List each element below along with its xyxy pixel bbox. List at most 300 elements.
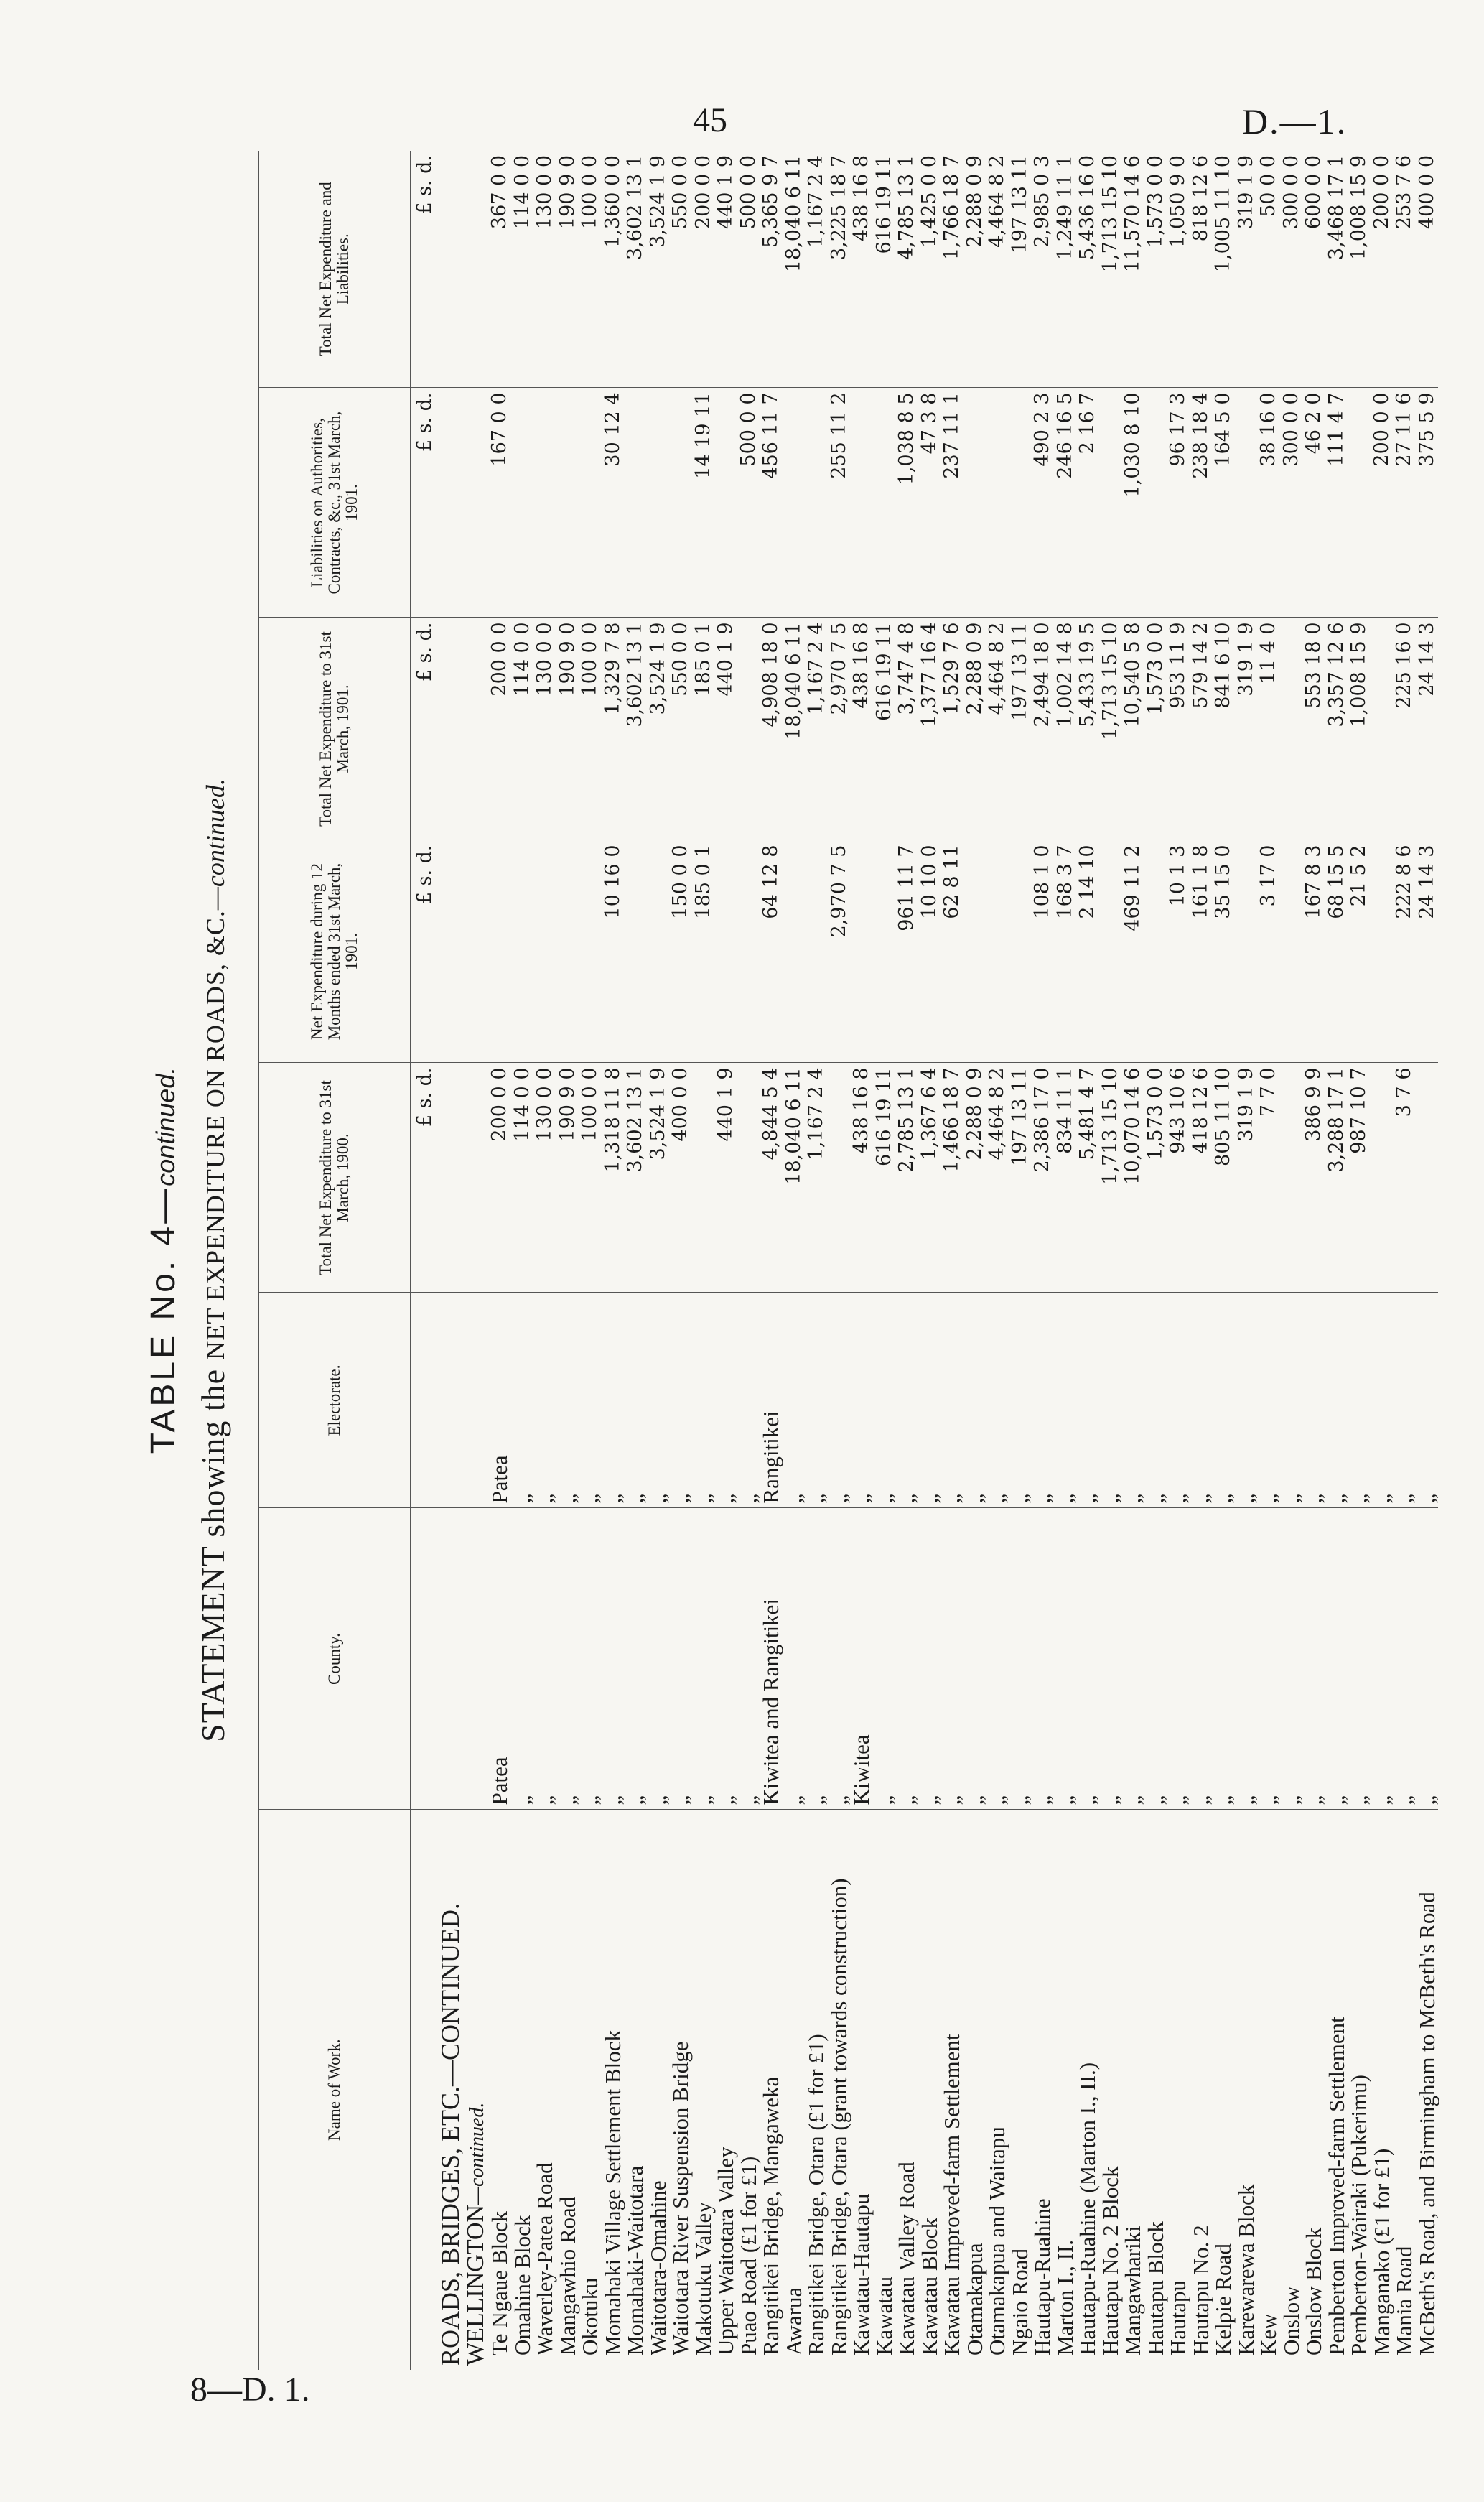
cell-name: Puao Road (£1 for £1) <box>735 2156 761 2355</box>
cell-total: 319 1 9 <box>1235 151 1258 388</box>
cell-name: Hautapu Block <box>1142 2221 1168 2355</box>
cell-total: 400 0 0 <box>1416 151 1439 388</box>
cell-name: Kawatau Valley Road <box>894 2162 919 2355</box>
cell-total: 1,425 0 0 <box>918 151 941 388</box>
cell-during <box>533 840 556 1063</box>
cell-name: Onslow <box>1278 2286 1304 2355</box>
cell-electorate: „ <box>895 1293 918 1508</box>
cell-during <box>1009 840 1032 1063</box>
cell-liabilities <box>1235 388 1258 618</box>
cell-county: „ <box>941 1508 963 1810</box>
cell-name: Momahaki-Waitotara <box>622 2165 648 2355</box>
cell-total: 438 16 8 <box>850 151 873 388</box>
section-heading-row <box>439 151 465 2370</box>
cell-electorate: „ <box>1190 1293 1213 1508</box>
units-label: £ s. d. <box>411 840 440 1063</box>
cell-to-1900: 190 9 0 <box>556 1063 579 1293</box>
cell-to-1901: 440 1 9 <box>714 618 737 840</box>
cell-name: McBeth's Road, and Birmingham to McBeth's Road <box>1414 1892 1439 2355</box>
cell-to-1901: 4,464 8 2 <box>986 618 1009 840</box>
cell-total: 1,249 11 1 <box>1054 151 1077 388</box>
cell-county: Patea <box>488 1508 511 1810</box>
cell-to-1901: 1,008 15 9 <box>1348 618 1371 840</box>
cell-total: 4,785 13 1 <box>895 151 918 388</box>
cell-name: Mangawhio Road <box>554 2196 580 2355</box>
table-row <box>1257 151 1280 2370</box>
cell-to-1900 <box>1280 1063 1303 1293</box>
cell-to-1901: 2,970 7 5 <box>828 618 851 840</box>
cell-electorate: „ <box>669 1293 692 1508</box>
cell-county: „ <box>511 1508 534 1810</box>
cell-to-1901: 3,602 13 1 <box>624 618 647 840</box>
cell-electorate: „ <box>873 1293 896 1508</box>
col-total-to-1900: Total Net Expenditure to 31st March, 1900. <box>259 1063 411 1293</box>
cell-during <box>737 840 760 1063</box>
district-heading-row: WELLINGTON—continued. <box>465 151 489 2370</box>
cell-total: 100 0 0 <box>579 151 602 388</box>
table-row <box>941 151 963 2370</box>
col-electorate: Electorate. <box>259 1293 411 1508</box>
cell-during: 10 10 0 <box>918 840 941 1063</box>
cell-total: 197 13 11 <box>1009 151 1032 388</box>
cell-name: Hautapu-Ruahine (Marton I., II.) <box>1075 2062 1100 2355</box>
cell-name: Omahine Block <box>509 2215 535 2355</box>
cell-electorate: „ <box>1121 1293 1144 1508</box>
cell-total: 1,713 15 10 <box>1099 151 1122 388</box>
cell-during <box>488 840 511 1063</box>
cell-liabilities: 238 18 4 <box>1190 388 1213 618</box>
cell-county: „ <box>1302 1508 1325 1810</box>
cell-to-1901: 200 0 0 <box>488 618 511 840</box>
cell-during <box>1144 840 1167 1063</box>
cell-liabilities: 246 16 5 <box>1054 388 1077 618</box>
cell-to-1900: 197 13 11 <box>1009 1063 1032 1293</box>
section-heading: ROADS, BRIDGES, ETC.—CONTINUED. <box>436 1902 465 2366</box>
table-row <box>783 151 806 2370</box>
cell-electorate: „ <box>1371 1293 1394 1508</box>
cell-total: 1,167 2 4 <box>805 151 828 388</box>
cell-name: Rangitikei Bridge, Mangaweka <box>758 2076 783 2355</box>
cell-liabilities: 46 2 0 <box>1302 388 1325 618</box>
cell-county: „ <box>602 1508 625 1810</box>
district-name: WELLINGTON <box>462 2204 489 2366</box>
cell-to-1900: 386 9 9 <box>1302 1063 1325 1293</box>
cell-total: 190 9 0 <box>556 151 579 388</box>
cell-to-1900: 616 19 11 <box>873 1063 896 1293</box>
cell-to-1900 <box>828 1063 851 1293</box>
cell-to-1901: 553 18 0 <box>1302 618 1325 840</box>
col-total-with-liabilities: Total Net Expenditure and Liabilities. <box>259 151 411 388</box>
cell-to-1900: 7 7 0 <box>1257 1063 1280 1293</box>
footer-signature: 8—D. 1. <box>190 2371 310 2409</box>
cell-liabilities: 111 4 7 <box>1325 388 1348 618</box>
cell-to-1901: 185 0 1 <box>692 618 715 840</box>
cell-to-1900: 5,481 4 7 <box>1076 1063 1099 1293</box>
cell-total: 3,602 13 1 <box>624 151 647 388</box>
cell-name: Kew <box>1256 2313 1281 2355</box>
cell-total: 600 0 0 <box>1302 151 1325 388</box>
document-id: D.—1. <box>1242 101 1348 141</box>
cell-liabilities <box>533 388 556 618</box>
table-row <box>1144 151 1167 2370</box>
cell-county: „ <box>1144 1508 1167 1810</box>
cell-liabilities: 14 19 11 <box>692 388 715 618</box>
cell-name: Kelpie Road <box>1210 2243 1236 2355</box>
table-row <box>1099 151 1122 2370</box>
cell-to-1901: 1,002 14 8 <box>1054 618 1077 840</box>
cell-electorate: „ <box>828 1293 851 1508</box>
table-row <box>1280 151 1303 2370</box>
cell-electorate: „ <box>1076 1293 1099 1508</box>
cell-to-1900: 3 7 6 <box>1393 1063 1416 1293</box>
cell-to-1900: 1,573 0 0 <box>1144 1063 1167 1293</box>
cell-name: Otamakapua <box>961 2243 987 2355</box>
cell-liabilities <box>579 388 602 618</box>
cell-name: Manganako (£1 for £1) <box>1368 2148 1394 2355</box>
cell-during <box>1235 840 1258 1063</box>
table-row <box>873 151 896 2370</box>
cell-liabilities <box>986 388 1009 618</box>
cell-to-1900: 1,367 6 4 <box>918 1063 941 1293</box>
cell-name: Kawatau <box>871 2276 897 2355</box>
cell-name: Mangawhariki <box>1120 2226 1145 2355</box>
cell-total: 114 0 0 <box>511 151 534 388</box>
cell-electorate: „ <box>1257 1293 1280 1508</box>
cell-to-1900: 440 1 9 <box>714 1063 737 1293</box>
table-row <box>805 151 828 2370</box>
cell-liabilities <box>647 388 670 618</box>
col-county: County. <box>259 1508 411 1810</box>
cell-to-1901: 3,357 12 6 <box>1325 618 1348 840</box>
cell-during: 161 1 8 <box>1190 840 1213 1063</box>
cell-electorate: „ <box>1054 1293 1077 1508</box>
table-row <box>1371 151 1394 2370</box>
cell-during <box>579 840 602 1063</box>
cell-to-1900: 2,288 0 9 <box>963 1063 986 1293</box>
cell-electorate: „ <box>602 1293 625 1508</box>
table-row <box>556 151 579 2370</box>
cell-to-1901: 1,167 2 4 <box>805 618 828 840</box>
cell-county: „ <box>1371 1508 1394 1810</box>
cell-liabilities <box>1009 388 1032 618</box>
table-row <box>488 151 511 2370</box>
cell-during: 64 12 8 <box>760 840 783 1063</box>
cell-liabilities: 30 12 4 <box>602 388 625 618</box>
table-row <box>602 151 625 2370</box>
cell-county: „ <box>1099 1508 1122 1810</box>
cell-total: 4,464 8 2 <box>986 151 1009 388</box>
cell-electorate: „ <box>1167 1293 1190 1508</box>
cell-total: 818 12 6 <box>1190 151 1213 388</box>
cell-during <box>624 840 647 1063</box>
col-total-to-1901: Total Net Expenditure to 31st March, 1901. <box>259 618 411 840</box>
cell-electorate: „ <box>1099 1293 1122 1508</box>
cell-to-1900: 100 0 0 <box>579 1063 602 1293</box>
table-row <box>1121 151 1144 2370</box>
cell-county: „ <box>714 1508 737 1810</box>
cell-to-1901: 1,573 0 0 <box>1144 618 1167 840</box>
cell-during: 150 0 0 <box>669 840 692 1063</box>
table-row <box>714 151 737 2370</box>
cell-total: 11,570 14 6 <box>1121 151 1144 388</box>
cell-name: Okotuku <box>577 2277 602 2355</box>
cell-name: Ngaio Road <box>1007 2248 1032 2355</box>
cell-to-1901: 579 14 2 <box>1190 618 1213 840</box>
table-row <box>1235 151 1258 2370</box>
cell-to-1900: 418 12 6 <box>1190 1063 1213 1293</box>
cell-liabilities: 1,038 8 5 <box>895 388 918 618</box>
cell-electorate: „ <box>783 1293 806 1508</box>
cell-during: 24 14 3 <box>1416 840 1439 1063</box>
cell-to-1901: 1,529 7 6 <box>941 618 963 840</box>
cell-total: 2,288 0 9 <box>963 151 986 388</box>
cell-county: „ <box>1348 1508 1371 1810</box>
cell-during: 469 11 2 <box>1121 840 1144 1063</box>
cell-during: 168 3 7 <box>1054 840 1077 1063</box>
cell-name: Waitotara River Suspension Bridge <box>668 2041 693 2355</box>
table-row <box>624 151 647 2370</box>
table-row <box>1054 151 1077 2370</box>
cell-electorate: „ <box>1325 1293 1348 1508</box>
cell-to-1900: 200 0 0 <box>488 1063 511 1293</box>
cell-name: Mania Road <box>1391 2246 1417 2355</box>
cell-to-1900 <box>737 1063 760 1293</box>
table-row <box>828 151 851 2370</box>
cell-to-1901: 24 14 3 <box>1416 618 1439 840</box>
cell-name: Kawatau Improved-farm Settlement <box>939 2034 964 2355</box>
cell-liabilities <box>850 388 873 618</box>
cell-liabilities <box>873 388 896 618</box>
cell-county: „ <box>1325 1508 1348 1810</box>
table-row <box>850 151 873 2370</box>
cell-to-1901: 616 19 11 <box>873 618 896 840</box>
table-row <box>895 151 918 2370</box>
col-liabilities: Liabilities on Authorities, Contracts, &c., 31st March, 1901. <box>259 388 411 618</box>
cell-county: „ <box>556 1508 579 1810</box>
cell-electorate: „ <box>1302 1293 1325 1508</box>
cell-total: 1,360 0 0 <box>602 151 625 388</box>
table-row <box>1325 151 1348 2370</box>
cell-total: 3,225 18 7 <box>828 151 851 388</box>
cell-during: 10 16 0 <box>602 840 625 1063</box>
cell-to-1901 <box>1371 618 1394 840</box>
table-title: TABLE No. 4—continued. <box>144 1066 182 1454</box>
table-row <box>1348 151 1371 2370</box>
cell-liabilities: 164 5 0 <box>1212 388 1235 618</box>
table-row <box>1031 151 1054 2370</box>
cell-liabilities <box>556 388 579 618</box>
cell-liabilities: 255 11 2 <box>828 388 851 618</box>
cell-total: 440 1 9 <box>714 151 737 388</box>
cell-name: Upper Waitotara Valley <box>713 2147 738 2355</box>
cell-name: Waverley-Patea Road <box>532 2162 557 2355</box>
table-row <box>1212 151 1235 2370</box>
table-row <box>737 151 760 2370</box>
cell-county: „ <box>805 1508 828 1810</box>
cell-liabilities: 47 3 8 <box>918 388 941 618</box>
cell-to-1900 <box>1416 1063 1439 1293</box>
cell-total: 253 7 6 <box>1393 151 1416 388</box>
cell-county: „ <box>1416 1508 1439 1810</box>
cell-liabilities <box>805 388 828 618</box>
units-label: £ s. d. <box>411 388 440 618</box>
cell-total: 5,436 16 0 <box>1076 151 1099 388</box>
units-row <box>411 151 440 2370</box>
cell-electorate: „ <box>647 1293 670 1508</box>
table-row <box>511 151 534 2370</box>
cell-electorate: „ <box>1009 1293 1032 1508</box>
cell-during <box>1099 840 1122 1063</box>
cell-during: 222 8 6 <box>1393 840 1416 1063</box>
table-row <box>647 151 670 2370</box>
cell-electorate: „ <box>805 1293 828 1508</box>
cell-name: Makotuku Valley <box>690 2202 716 2355</box>
cell-name: Onslow Block <box>1301 2227 1326 2355</box>
cell-to-1900: 18,040 6 11 <box>783 1063 806 1293</box>
cell-county: „ <box>1121 1508 1144 1810</box>
cell-during <box>511 840 534 1063</box>
cell-county: „ <box>963 1508 986 1810</box>
cell-to-1901: 3,747 4 8 <box>895 618 918 840</box>
table-row <box>1167 151 1190 2370</box>
cell-liabilities <box>1144 388 1167 618</box>
cell-to-1900: 400 0 0 <box>669 1063 692 1293</box>
cell-county: Kiwitea and Rangitikei <box>760 1508 783 1810</box>
cell-total: 1,005 11 10 <box>1212 151 1235 388</box>
cell-to-1900: 130 0 0 <box>533 1063 556 1293</box>
cell-total: 616 19 11 <box>873 151 896 388</box>
cell-to-1900: 2,386 17 0 <box>1031 1063 1054 1293</box>
cell-to-1901: 319 1 9 <box>1235 618 1258 840</box>
cell-name: Pemberton Improved-farm Settlement <box>1323 2017 1349 2355</box>
cell-liabilities <box>1099 388 1122 618</box>
cell-electorate: „ <box>1212 1293 1235 1508</box>
cell-county: „ <box>1167 1508 1190 1810</box>
cell-liabilities: 27 11 6 <box>1393 388 1416 618</box>
cell-total: 18,040 6 11 <box>783 151 806 388</box>
cell-to-1900: 10,070 14 6 <box>1121 1063 1144 1293</box>
cell-electorate: „ <box>850 1293 873 1508</box>
cell-county: „ <box>1054 1508 1077 1810</box>
cell-during <box>850 840 873 1063</box>
cell-electorate: „ <box>511 1293 534 1508</box>
cell-during: 167 8 3 <box>1302 840 1325 1063</box>
table-row <box>669 151 692 2370</box>
cell-electorate: „ <box>1144 1293 1167 1508</box>
cell-to-1901: 438 16 8 <box>850 618 873 840</box>
cell-name: Kawatau-Hautapu <box>849 2193 874 2355</box>
cell-liabilities <box>669 388 692 618</box>
cell-total: 2,985 0 3 <box>1031 151 1054 388</box>
cell-total: 550 0 0 <box>669 151 692 388</box>
cell-during: 961 11 7 <box>895 840 918 1063</box>
table-row <box>1009 151 1032 2370</box>
cell-during: 185 0 1 <box>692 840 715 1063</box>
cell-to-1901 <box>737 618 760 840</box>
cell-during <box>986 840 1009 1063</box>
cell-total: 200 0 0 <box>1371 151 1394 388</box>
cell-to-1900: 438 16 8 <box>850 1063 873 1293</box>
cell-liabilities <box>783 388 806 618</box>
cell-electorate: „ <box>1280 1293 1303 1508</box>
cell-electorate: „ <box>1416 1293 1439 1508</box>
cell-to-1901: 3,524 1 9 <box>647 618 670 840</box>
cell-to-1901: 2,494 18 0 <box>1031 618 1054 840</box>
cell-electorate: „ <box>1235 1293 1258 1508</box>
cell-to-1901: 953 11 9 <box>1167 618 1190 840</box>
cell-to-1900: 1,713 15 10 <box>1099 1063 1122 1293</box>
table-row <box>986 151 1009 2370</box>
cell-county: „ <box>1190 1508 1213 1810</box>
cell-electorate: „ <box>692 1293 715 1508</box>
cell-total: 300 0 0 <box>1280 151 1303 388</box>
cell-liabilities: 490 2 3 <box>1031 388 1054 618</box>
cell-name: Karewarewa Block <box>1233 2184 1259 2355</box>
cell-during <box>805 840 828 1063</box>
cell-county: „ <box>737 1508 760 1810</box>
cell-to-1900: 4,844 5 4 <box>760 1063 783 1293</box>
cell-to-1900 <box>692 1063 715 1293</box>
cell-to-1901: 1,377 16 4 <box>918 618 941 840</box>
cell-name: Hautapu No. 2 <box>1187 2225 1213 2355</box>
cell-to-1901: 11 4 0 <box>1257 618 1280 840</box>
table-row <box>1416 151 1439 2370</box>
units-label: £ s. d. <box>411 151 440 388</box>
cell-name: Hautapu-Ruahine <box>1030 2198 1055 2355</box>
cell-county: „ <box>895 1508 918 1810</box>
cell-liabilities: 167 0 0 <box>488 388 511 618</box>
cell-to-1901: 5,433 19 5 <box>1076 618 1099 840</box>
cell-county: „ <box>783 1508 806 1810</box>
cell-county: „ <box>1009 1508 1032 1810</box>
cell-liabilities <box>963 388 986 618</box>
cell-total: 3,524 1 9 <box>647 151 670 388</box>
table-row <box>760 151 783 2370</box>
cell-to-1901: 100 0 0 <box>579 618 602 840</box>
cell-total: 1,573 0 0 <box>1144 151 1167 388</box>
table-row <box>1302 151 1325 2370</box>
cell-liabilities: 2 16 7 <box>1076 388 1099 618</box>
table-row <box>918 151 941 2370</box>
cell-liabilities <box>624 388 647 618</box>
table-row <box>963 151 986 2370</box>
cell-liabilities: 375 5 9 <box>1416 388 1439 618</box>
cell-during <box>1371 840 1394 1063</box>
cell-electorate: „ <box>1348 1293 1371 1508</box>
cell-name: Awarua <box>780 2287 806 2355</box>
cell-liabilities <box>1348 388 1371 618</box>
cell-electorate: „ <box>714 1293 737 1508</box>
cell-electorate: Rangitikei <box>760 1293 783 1508</box>
cell-liabilities: 237 11 1 <box>941 388 963 618</box>
cell-electorate: „ <box>556 1293 579 1508</box>
table-row <box>1190 151 1213 2370</box>
cell-to-1900: 3,524 1 9 <box>647 1063 670 1293</box>
cell-liabilities: 456 11 7 <box>760 388 783 618</box>
cell-total: 367 0 0 <box>488 151 511 388</box>
cell-name: Pemberton-Wairaki (Pukerimu) <box>1346 2075 1371 2355</box>
units-label: £ s. d. <box>411 618 440 840</box>
cell-electorate: „ <box>533 1293 556 1508</box>
cell-to-1900: 114 0 0 <box>511 1063 534 1293</box>
cell-to-1901: 841 6 10 <box>1212 618 1235 840</box>
cell-during: 21 5 2 <box>1348 840 1371 1063</box>
table-row <box>1076 151 1099 2370</box>
cell-county: „ <box>692 1508 715 1810</box>
cell-to-1901: 1,713 15 10 <box>1099 618 1122 840</box>
cell-during: 62 8 11 <box>941 840 963 1063</box>
cell-during: 35 15 0 <box>1212 840 1235 1063</box>
